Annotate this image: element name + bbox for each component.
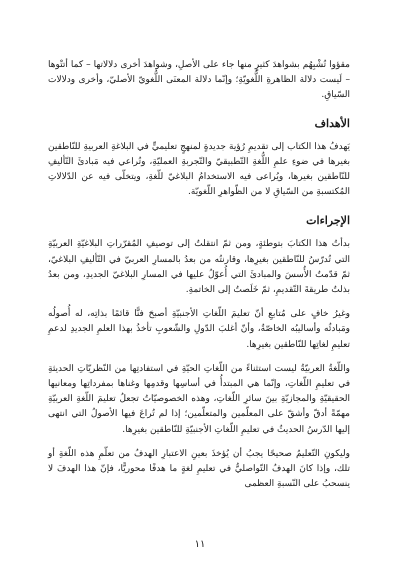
body-paragraph-6: وليكونِ التّعليمُ صحيحًا يجبُ أن يُؤخذَ بعينِ الاعتبارِ الهدفُ من تعلّمِ هذه اللّغةِ أو تلك، وإذا كانَ الهدفُ التّواصليُّ في تعليمِ لغةٍ ما هدفًا محوريًّا، فإنّ هذا الهدفَ لا ينسحبُ على النّسبةِ العظمى: [48, 448, 350, 490]
procedures-paragraph: بدأتُ هذا الكتابَ بتوطئةٍ، ومن ثمّ انتقلتُ إلى توصيفِ المُقرّراتِ البلاغيّةِ العربيّةِ التي تُدرّسُ للنّاطقين بغيرِها، وقارنتُه من بعدُ بالمسارِ العربيّ في التّأليفِ البلاغيّ، ثمّ قدّمتُ الأُسسَ والمبادئَ التي أُعوّلُ عليها في المسارِ البلاغيّ الجديدِ، ومن بعدُ بذلتُ طريقةَ التّقديمِ، ثمّ خَلَصتُ إلى الخاتمةِ.: [48, 239, 350, 296]
page-number: ١١: [194, 539, 206, 550]
goals-heading: الأهداف: [314, 116, 350, 130]
body-paragraph-4: وغيرُ خافٍ على مُتابعِ أنّ تعليمَ اللّغاتِ الأجنبيّةِ أصبحَ فنًّا قائمًا بذاتِه، له أُصولُه ومَبادئُه وأساليبُه الخاصّةُ، وأنّ أغلبَ الدّولِ والشّعوبِ تأخذُ بهذا العلمِ الجديدِ لدعمِ تعليمِ لغاتِها للنّاطقين بغيرِها.: [48, 309, 350, 350]
intro-paragraph: مقؤوا تُشْبِهُم بشواهدَ كثيرٍ منها جاء على الأصلِ، وشواهدَ أخرى دلالاتها – كما أتتْوها – لَيست دلالة الظاهرةِ اللُّغويّةِ؛ وإنّما دلالة المعنَى اللُّغويّ الأصليّ، وأخرى ودلالات السّياقِ.: [48, 60, 350, 101]
procedures-heading: الإجراءات: [306, 214, 350, 228]
goals-paragraph: يَهدفُ هذا الكتاب إلى تقديمِ رُؤية جديدةٍ لمنهجٍ تعليميٍّ في البلاغةِ العربيةِ للنّاطقين بغيرها في ضوءِ علمِ اللُّغةِ التّطبيقيّ والتّجربةِ العمليّةِ، وتُراعي فيه مَبادئَ التّأليفِ للنّاطقين بغيرها، ويُراعى فيه الاستخدامُ البلاغيّ للّغةِ، ويتخلّى فيه عن الدّلالاتِ المُكتسبةِ من السّياقِ لا من الظّواهرِ اللّغويّة.: [48, 141, 350, 198]
body-paragraph-5: واللّغةُ العربيّةُ ليست استثناءً من اللّغاتِ الحيّةِ في استفادتِها من النّظريّاتِ الحديثةِ في تعليمِ اللّغاتِ، وإنّما هي المبتدأُ في أساسِها وقدمِها وغناها بمفرداتِها ومعانيها الحقيقيّةِ والمجازيّةِ بينَ سائرِ اللّغاتِ، وهذه الخصوصيّاتُ تجعلُ تعليمَ اللّغةِ العربيّةِ مهمّةً أدقّ وأشقّ على المعلّمين والمتعلّمين؛ إذا لم تُراعَ فيها الأصولُ التي انتهى إليها الدّرسُ الحديثُ في تعليمِ اللّغاتِ الأجنبيّةِ للنّاطقين بغيرِها.: [48, 363, 350, 435]
